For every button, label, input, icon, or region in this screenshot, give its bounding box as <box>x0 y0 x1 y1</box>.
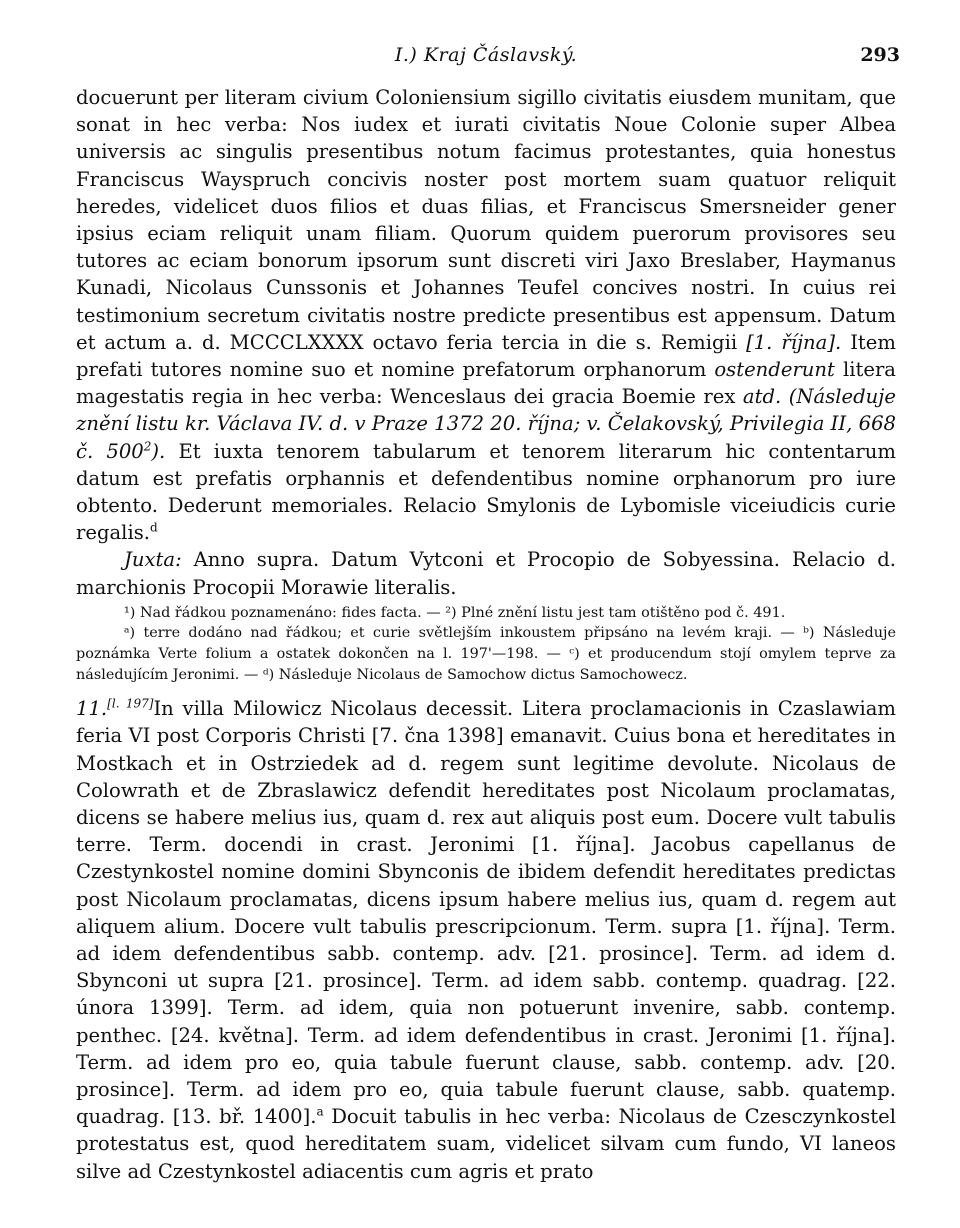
paragraph-2-text: Anno supra. Datum Vytconi et Procopio de Sobyessina. Relacio d. marchionis Procopii Morawie literalis. <box>76 548 896 599</box>
entry-11 <box>76 695 896 1185</box>
editorial-note-end: ). <box>151 439 166 463</box>
footnotes <box>76 603 896 685</box>
editorial-note-text: (Následuje znění listu kr. Václava IV. d. v Praze 1372 20. října; v. Čelakovský, Privilegia II, 668 č. 500 <box>76 385 896 463</box>
footnote-marker-a: a <box>316 1104 324 1119</box>
entry-text: In villa Milowicz Nicolaus decessit. Litera proclamacionis in Czaslawiam feria VI post Corporis Christi [7. čna 1398] emanavit. Cuius bona et hereditates in Mostkach et in Ostrziedek ad d. regem sunt legitime devolute. Nicolaus de Colowrath et de Zbraslawicz defendit hereditates post Nicolaum proclamatas, dicens se habere melius ius, quam d. rex aut aliquis post eum. Docere vult tabulis terre. Term. docendi in crast. Jeronimi [1. října]. Jacobus capellanus de Czestynkostel nomine domini Sbynconis de ibidem defendit hereditates predictas post Nicolaum proclamatas, dicens ipsum habere melius ius, quam d. regem aut aliquem alium. Docere vult tabulis prescripcionum. Term. supra [1. října]. Term. ad idem defendentibus sabb. contemp. adv. [21. prosince]. Term. ad idem d. Sbynconi ut supra [21. prosince]. Term. ad idem sabb. contemp. quadrag. [22. února 1399]. Term. ad idem, quia non potuerunt invenire, sabb. contemp. penthec. [24. května]. Term. ad idem defendentibus in crast. Jeronimi [1. října]. Term. ad idem pro eo, quia tabule fuerunt clause, sabb. contemp. adv. [20. prosince]. Term. ad idem pro eo, quia tabule fuerunt clause, sabb. quatemp. quadrag. [13. bř. 1400]. <box>76 697 896 1129</box>
footnote-line-1: ¹) Nad řádkou poznamenáno: fides facta. — ²) Plné znění listu jest tam otištěno pod č. 491. <box>124 604 786 621</box>
juxta-label: Juxta: <box>124 548 182 572</box>
paragraph-2 <box>76 546 896 600</box>
paragraph-1-letter: litera magestatis regia in hec verba: Wenceslaus dei gracia Boemie rex <box>76 358 896 409</box>
paragraph-1-closing: Et iuxta tenorem tabularum et tenorem literarum hic contentarum datum est prefatis orphannis et defendentibus nomine orphanorum pro iure obtento. Dederunt memoriales. Relacio Smylonis de Lybomisle viceiudicis curie regalis. <box>76 439 896 545</box>
entry-number: 11. <box>76 697 108 721</box>
footnote-marker-d: d <box>150 520 158 535</box>
running-title: I.) Kraj Čáslavský. <box>394 44 578 66</box>
word-ostenderunt: ostenderunt <box>714 358 835 382</box>
entry-text-end: Docuit tabulis in hec verba: Nicolaus de Czesczynkostel protestatus est, quod hereditatem suam, videlicet silvam cum fundo, VI laneos silve ad Czestynkostel adiacentis cum agris et prato <box>76 1105 897 1183</box>
page-header <box>76 44 900 84</box>
footnote-line-2: ᵃ) terre dodáno nad řádkou; et curie světlejším inkoustem připsáno na levém kraji. — ᵇ) Následuje poznámka Verte folium a ostatek dokončen na l. 197'—198. — ᶜ) et producendum stojí omylem teprve za následujícím Jeronimi. — ᵈ) Následuje Nicolaus de Samochow dictus Samochowecz. <box>76 625 896 683</box>
paragraph-1 <box>76 84 896 546</box>
folio-reference: [l. 197] <box>107 696 154 711</box>
paragraph-1-continued: Item prefati tutores nomine suo et nomine prefatorum orphanorum <box>76 330 896 382</box>
date-gloss: [1. října]. <box>746 330 842 354</box>
word-atd: atd. <box>742 385 782 409</box>
paragraph-1-text: docuerunt per literam civium Coloniensium sigillo civitatis eiusdem munitam, que sonat in hec verba: Nos iudex et iurati civitatis Noue Colonie super Albea universis ac singulis presentibus notum facimus protestantes, quia honestus Franciscus Wayspruch concivis noster post mortem suam quatuor reliquit heredes, videlicet duos filios et duas filias, et Franciscus Smersneider gener ipsius eciam reliquit unam filiam. Quorum quidem puerorum provisores seu tutores ac eciam bonorum ipsorum sunt discreti viri Jaxo Breslaber, Haymanus Kunadi, Nicolaus Cunssonis et Johannes Teufel concives nostri. In cuius rei testimonium secretum civitatis nostre predicte presentibus est appensum. Datum et actum a. d. MCCCLXXXX octavo feria tercia in die s. Remigii <box>76 86 896 354</box>
page-number: 293 <box>860 44 900 66</box>
document-page <box>76 44 900 1185</box>
editorial-note-sup: 2 <box>143 439 152 454</box>
